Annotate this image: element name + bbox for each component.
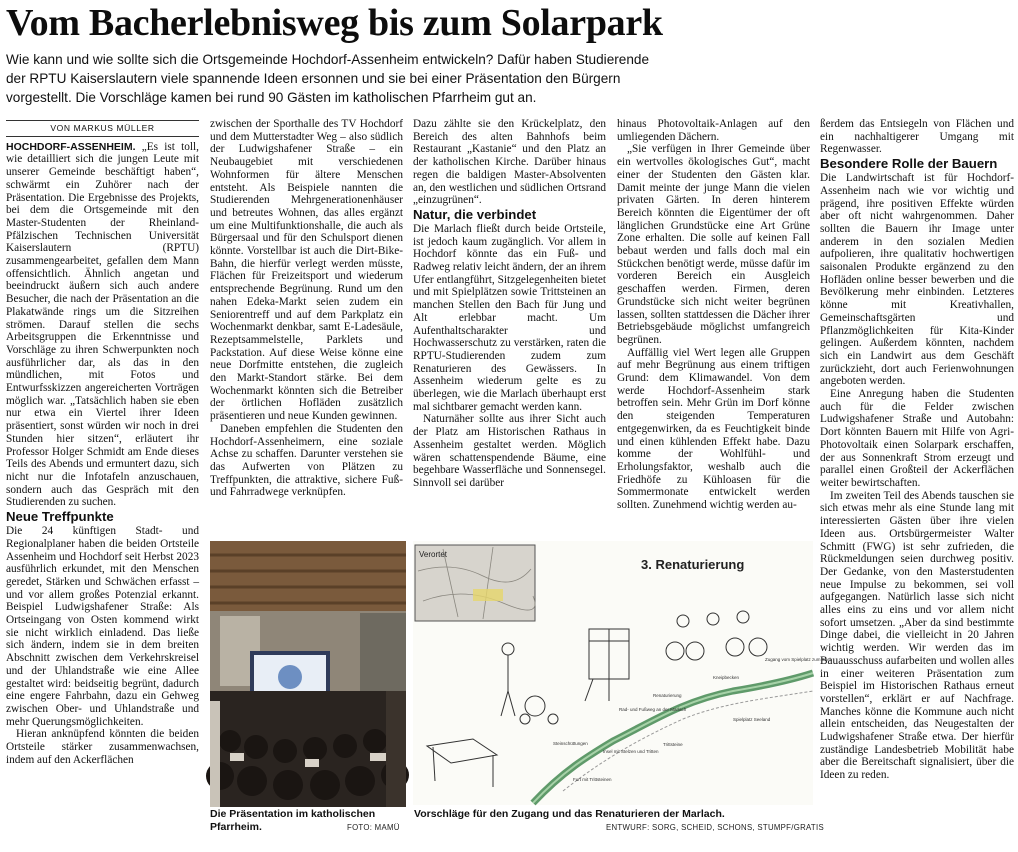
label-furt: Furt mit Trittsteinen: [573, 777, 612, 782]
presentation-photo-image: [210, 541, 406, 807]
paragraph: Im zweiten Teil des Abends tauschen sie sich etwas mehr als eine Stunde lang mit interessierten Gästen über ihre vielen Ideen aus. Ortsbürgermeister Walter Schmitt (FWG) ist sehr zufrieden, die Rückmeldungen seien durchweg positiv. Der Gedanke, von den Masterstudenten neue Impulse zu bekommen, sei voll aufgegangen. Natürlich lasse sich nicht alles eins zu eins und vor allem nicht sofort umsetzen. „Aber da sind bestimmte Dinge dabei, die vielleicht in 20 Jahren wichtig werden. Wir werden das im Bauausschuss aufarbeiten und wollen alles in einer weiteren Präsentation zum Beispiel im Historischen Rathaus erneut vorstellen“, erklärt er auf Nachfrage. Manches könne die Kommune auch nicht allein entscheiden, das Neugestalten der Ludwigshafener Straße etwa. Der hierfür zuständige Landesbetrieb Mobilität habe aber die Bereitschaft signalisiert, über die Ideen zu reden.: [820, 489, 1014, 782]
article-column-3: [413, 118, 606, 530]
label-trittsteine: Trittsteine: [663, 742, 683, 747]
lead-paragraph: Wie kann und wie sollte sich die Ortsgemeinde Hochdorf-Assenheim entwickeln? Dafür haben Studierende der RPTU Kaiserslautern viele spannende Ideen ersonnen und sie bei einer Präsentation den Bürgern vorgestellt. Die Vorschläge kamen bei rund 90 Gästen im katholischen Pfarrheim gut an.: [6, 52, 650, 105]
paragraph: zwischen der Sporthalle des TV Hochdorf und dem Mutterstadter Weg – also südlich der Ludwigshafener Straße – ein Neubaugebiet mit verschiedenen Wohnformen für ältere Menschen entsteht. Als Beispiele nannten die Studierenden Mehrgenerationenhäuser und betreutes Wohnen, das alles ergänzt um eine Multifunktionshalle, die auch als Bürgersaal und für den Schulsport dienen könnte. Vorstellbar ist auch die Dirt-Bike-Bahn, die hierfür verlegt werden müsste, Flächen für Freizeitsport und wiederum entsprechende Begrünung. Rund um den nahen Edeka-Markt seien zudem ein Seniorentreff und auf dem Parkplatz ein Wochenmarkt denkbar, samt E-Ladesäule, Rezeptsammelstelle, Parklets und Packstation. Auf diese Weise könne eine neue Dorfmitte entstehen, die zugleich den Markt-Standort stärke. Bei dem Wochenmarkt könnten sich die Betreiber der örtlichen Hofläden zusätzlich präsentieren und neue Kunden gewinnen.: [210, 118, 403, 423]
presentation-photo: [210, 541, 406, 807]
label-radweg: Rad- und Fußweg an der Marlach: [619, 707, 687, 712]
paragraph: hinaus Photovoltaik-Anlagen auf den umliegenden Dächern.: [617, 118, 810, 143]
drawing-credit: ENTWURF: SORG, SCHEID, SCHONS, STUMPF/GRATIS: [606, 823, 824, 832]
subheading: Neue Treffpunkte: [6, 509, 114, 525]
subheading: Besondere Rolle der Bauern: [820, 156, 998, 172]
label-zugang: Zugang vom Spielplatz zum Bach: [765, 657, 833, 662]
paragraph: [6, 141, 199, 509]
photo-credit: FOTO: MAMÜ: [347, 823, 400, 832]
paragraph: „Sie verfügen in Ihrer Gemeinde über ein wertvolles ökologisches Gut“, macht einer der Studenten den Gästen klar. Damit meinte der junge Mann die vielen privaten Gärten. In deren hinterem Bereich könnten die Eigentümer der oft länglichen Grundstücke eine Art Grüne Zone erhalten. Die solle auf keinen Fall bebaut werden und falls doch mal ein Stückchen benötigt werde, müsse dafür im vorderen Bereich ein Ausgleich geschaffen werden. Firmen, deren Grundstücke sich nicht weiter begrünen lassen, sollten stattdessen die Dächer ihrer Betriebsgebäude möglichst umfangreich begrünen.: [617, 143, 810, 346]
article-column-1: [6, 118, 199, 838]
label-spielplatz: Spielplatz Seeland: [733, 717, 771, 722]
label-kneipbecken: Kneipbecken: [713, 675, 740, 680]
label-steinschuettungen: Steinschüttungen: [553, 741, 588, 746]
renaturation-drawing: [413, 541, 833, 805]
inset-label: Verortet: [419, 550, 448, 559]
label-renaturierung: Renaturierung: [653, 693, 682, 698]
drawing-caption: Vorschläge für den Zugang und das Renaturieren der Marlach.: [414, 808, 725, 820]
headline: Vom Bacherlebnisweg bis zum Solarpark: [6, 2, 663, 44]
photo-caption-text: Die Präsentation im katholischen Pfarrheim.: [210, 808, 376, 833]
paragraph: Die Marlach fließt durch beide Ortsteile, ist jedoch kaum zugänglich. Vor allem in Hochdorf könnte das ein Fuß- und Radweg relativ leicht ändern, der an ihrem Ufer entlangführt, Sitzgelegenheiten bietet und mit Spielplätzen sowie Trittsteinen an manchen Stellen den Bach für Jung und Alt erlebbar macht. Um Aufenthaltscharakter und Hochwasserschutz zu verstärken, raten die RPTU-Studierenden zudem zum Renaturieren des Gewässers. In Assenheim wiederum gelte es zu überlegen, wie die Marlach überhaupt erst mal sichtbarer gemacht werden kann.: [413, 222, 606, 413]
paragraph: Auffällig viel Wert legen alle Gruppen auf mehr Begrünung aus einem triftigen Grund: dem Klimawandel. Von dem werde Hochdorf-Assenheim stark betroffen sein. Mehr Grün im Dorf könne den steigenden Temperaturen entgegenwirken, da es Feuchtigkeit binde und einen kühlenden Effekt habe. Dazu komme der Wohlfühl- und Erholungsfaktor, weshalb auch die Friedhöfe zu Kühloasen für die Sommermonate entwickelt werden sollten. Zunehmend wichtig werden au-: [617, 346, 810, 512]
paragraph: Die Landwirtschaft ist für Hochdorf-Assenheim nach wie vor wichtig und prägend, ihre positiven Effekte würden aber oft nicht wahrgenommen. Daher sollten die Bauern ihr Image unter anderem in den sozialen Medien aufpolieren, ihre qualitativ hochwertigen saisonalen Produkte ergänzend zu den Hofläden online besser bewerben und die Bevölkerung mehr einbinden. Letzteres könne mit Kreativhallen, Gemeinschaftsgärten und Pflanzmöglichkeiten für Kita-Kinder gelingen. Außerdem könnten, nachdem sich ein Landwirt aus dem Geschäft zurückzieht, dort auch Ferienwohnungen angeboten werden.: [820, 172, 1014, 388]
subheading: Natur, die verbindet: [413, 206, 537, 222]
article-column-2: [210, 118, 403, 530]
paragraph: Dazu zählte sie den Krückelplatz, den Bereich des alten Bahnhofs beim Restaurant „Kastanie“ und den Platz an der katholischen Kirche. Darüber hinaus regen die baldigen Master-Absolventen an, den westlichen und südlichen Ortsrand „einzugrünen“.: [413, 118, 606, 207]
byline: VON MARKUS MÜLLER: [6, 120, 199, 137]
paragraph: Eine Anregung haben die Studenten auch für die Felder zwischen Ludwigshafener Straße und Autobahn: Dort könnten Bauern mit Hilfe von Agri-Photovoltaik einen Solarpark erschaffen, der aus Sonnenkraft Strom erzeugt und parallel einen Großteil der Ackerflächen weiter bewirtschaften.: [820, 388, 1014, 489]
paragraph-text: „Es ist toll, wie detailliert sich die jungen Leute mit unserer Gemeinde beschäftigt haben“, schwärmt ein Zuhörer nach der Präsentation. Die Ergebnisse des Projekts, bei dem die Ortsgemeinde mit den Master-Studenten der Rheinland-Pfälzischen Technischen Universität Kaiserslautern (RPTU) zusammengearbeitet, gefallen dem Mann offensichtlich. Ähnlich angetan und beeindruckt äußern sich auch andere Besucher, die nach der Präsentation an die Plakatwände rings um die Sitzreihen strömen. Darauf stellen die sechs Arbeitsgruppen die Erkenntnisse und Vorschläge zu ihren Schwerpunkten noch ausführlicher dar, als das in den mündlichen, mit Fotos und Entwurfsskizzen angereicherten Vorträgen möglich war. „Tatsächlich haben sie eben nur etwa ein Viertel ihrer Ideen präsentiert, sonst würden wir noch in drei Stunden hier sitzen“, erläutert ihr Professor Holger Schmidt am Ende dieses Teils des Abends und ermuntert dazu, sich nicht nur die Infotafeln anzuschauen, sondern auch das Gespräch mit den Studierenden zu suchen.: [6, 140, 199, 509]
renaturation-sketch: [413, 541, 833, 805]
article-column-4: [617, 118, 810, 530]
paragraph: Hieran anknüpfend könnten die beiden Ortsteile stärker zusammenwachsen, indem auf den Ackerflächen: [6, 728, 199, 766]
article-column-5: [820, 118, 1014, 838]
paragraph: Die 24 künftigen Stadt- und Regionalplaner haben die beiden Ortsteile Assenheim und Hochdorf seit Herbst 2023 ausführlich erkundet, mit den Menschen geredet, Stärken und Schwächen erfasst – und vor allem großes Potenzial erkannt. Beispiel Ludwigshafener Straße: Als Ortseingang von Osten kommend wirkt sie nicht wirklich einladend. Das ließe sich ändern, indem sie in dem breiten Abschnitt zwischen dem Verkehrskreisel und der Uhlandstraße wie eine Allee gestaltet wird: beidseitig begrünt, dadurch eine engere Fahrbahn, dazu ein Gehweg zwischen Ober- und Uhlandstraße und mehr Querungsmöglichkeiten.: [6, 525, 199, 728]
drawing-title: 3. Renaturierung: [641, 557, 745, 572]
dateline: HOCHDORF-ASSENHEIM.: [6, 140, 136, 153]
paragraph: Daneben empfehlen die Studenten den Hochdorf-Assenheimern, eine soziale Achse zu schaffen. Darunter verstehen sie das Aufwerten von Plätzen zu Treffpunkten, die attraktive, sichere Fuß- und Fahrradwege verknüpfen.: [210, 422, 403, 499]
label-insel: Insel mit Stelzen und Tritten: [603, 749, 659, 754]
paragraph: ßerdem das Entsiegeln von Flächen und ein nachhaltigerer Umgang mit Regenwasser.: [820, 118, 1014, 156]
paragraph: Naturnäher sollte aus ihrer Sicht auch der Platz am Historischen Rathaus in Assenheim gestaltet werden. Möglich wären schattenspendende Bäume, eine begehbare Wasserfläche und Sonnensegel. Sinnvoll sei darüber: [413, 413, 606, 489]
